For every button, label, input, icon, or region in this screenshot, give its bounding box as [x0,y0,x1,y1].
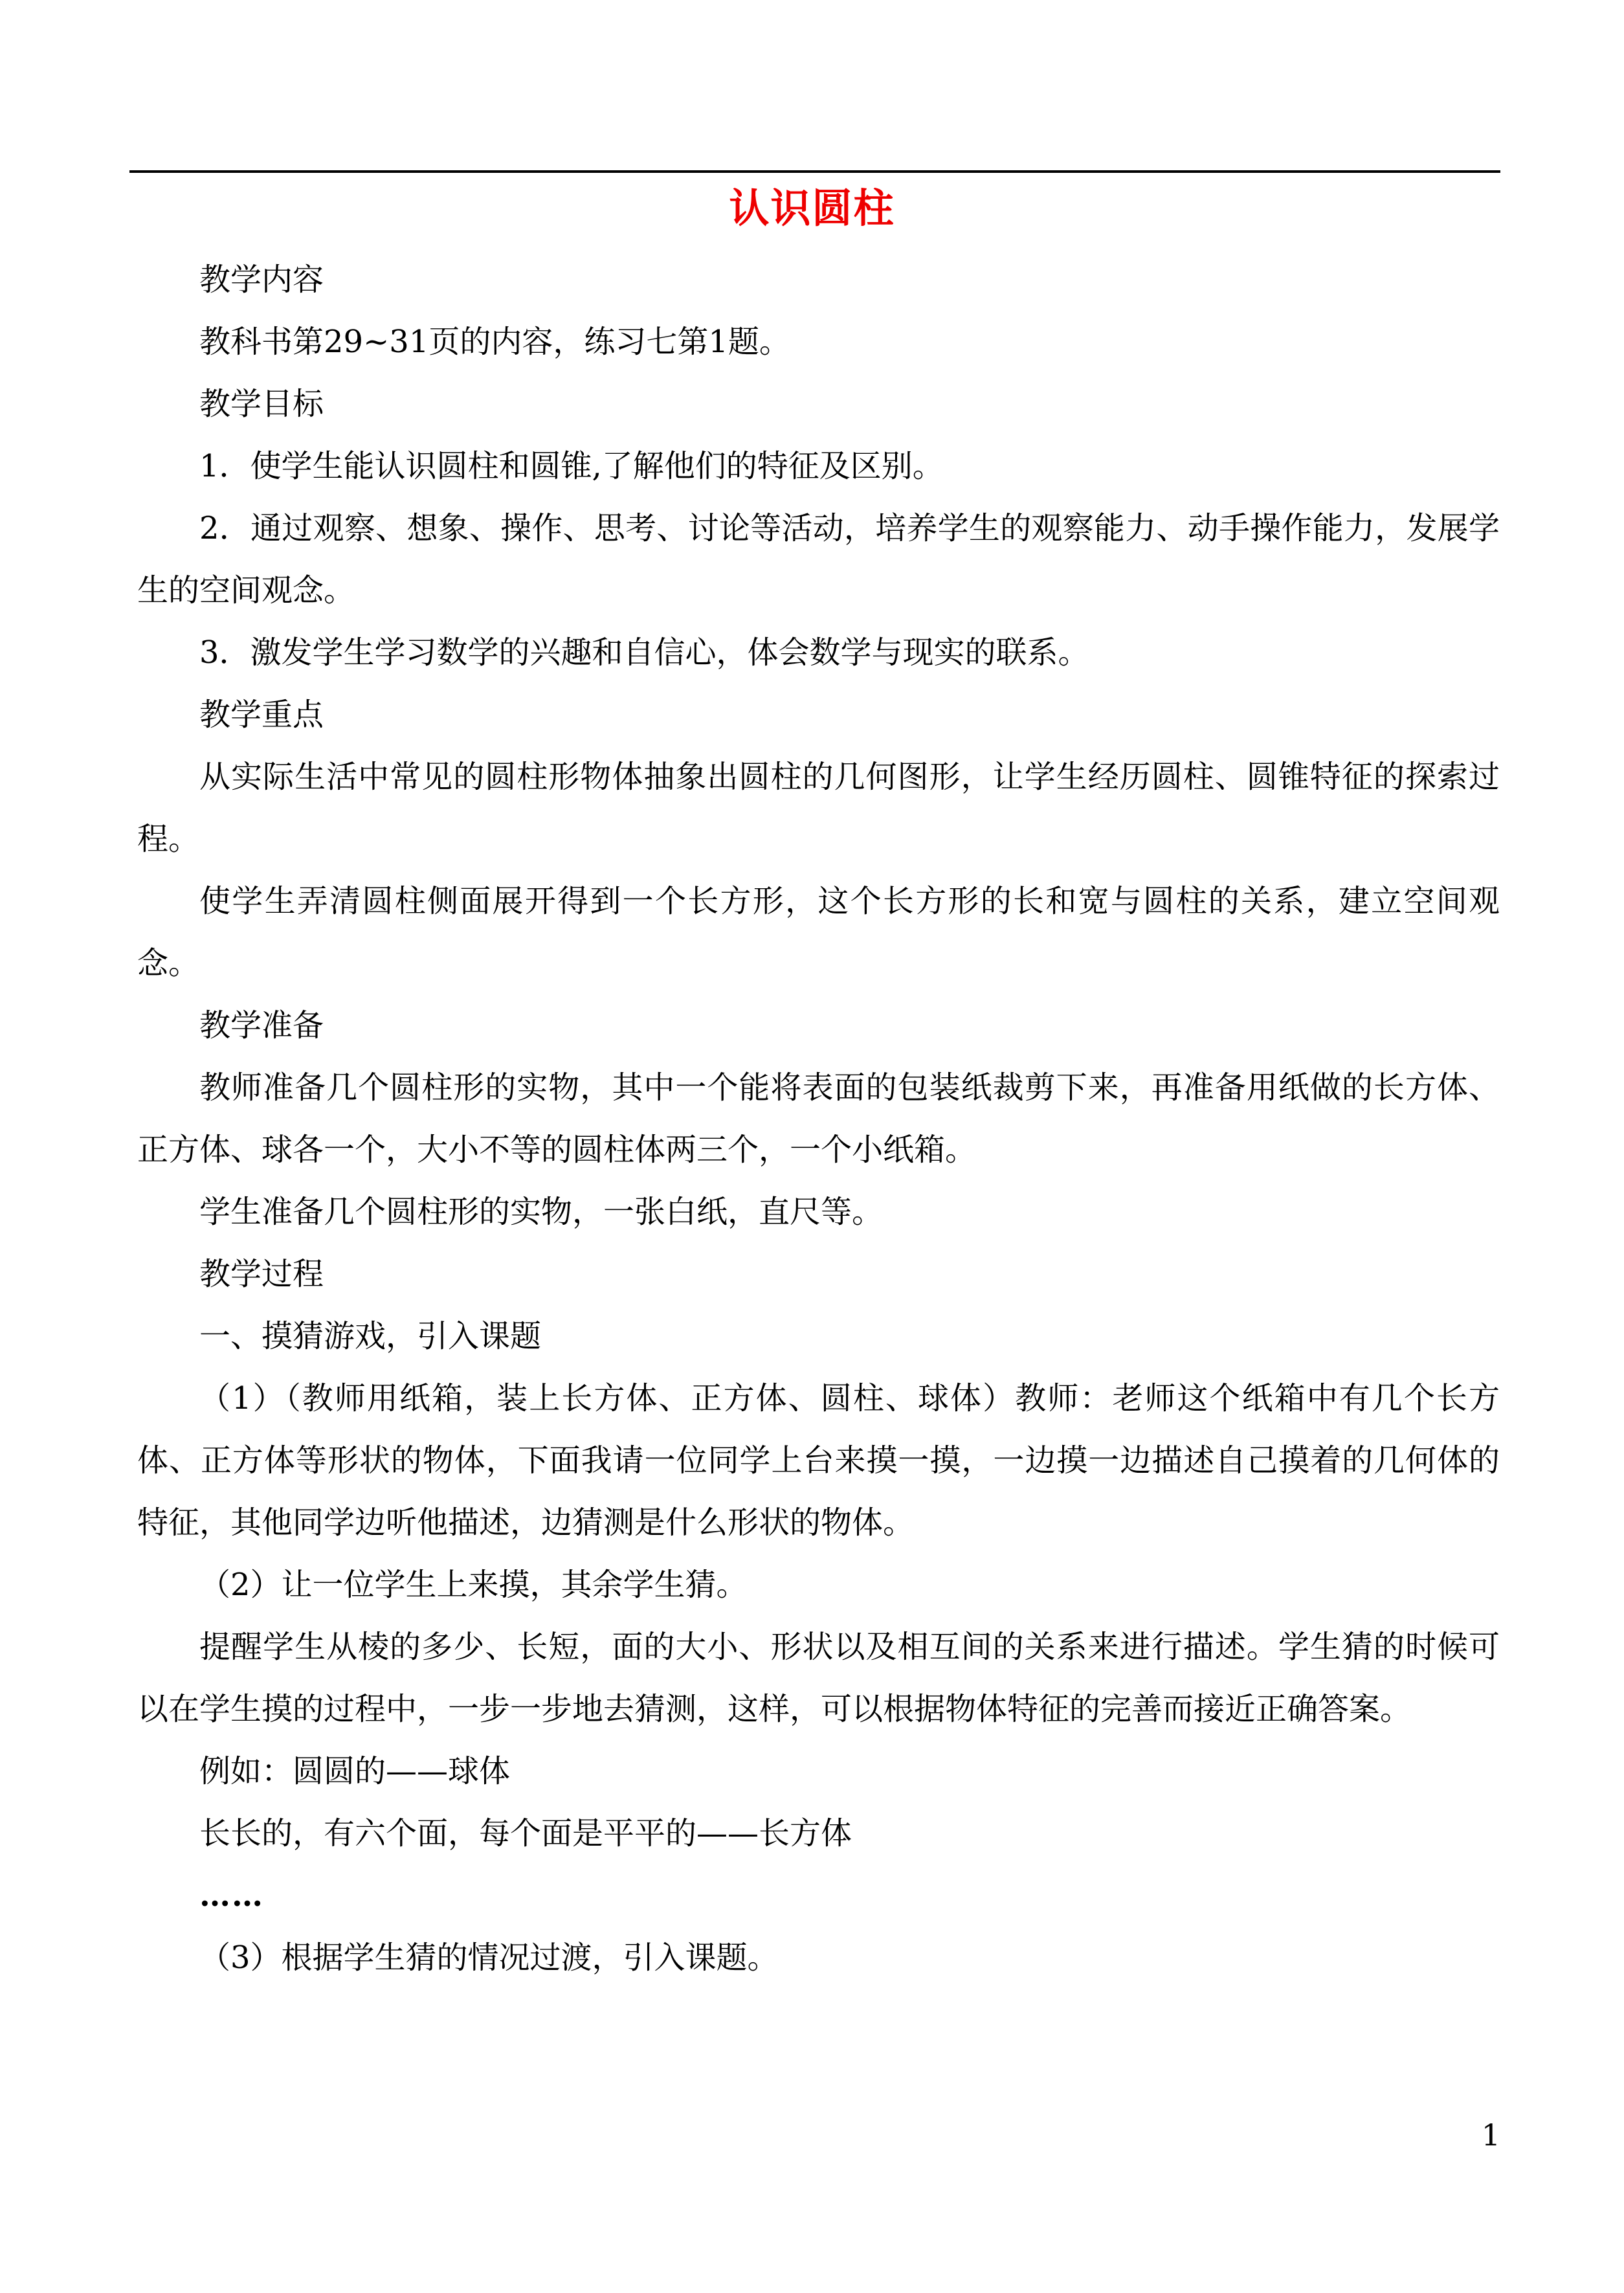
process-step-heading-1: 一、摸猜游戏，引入课题 [199,1318,542,1354]
header-rule [129,170,1500,173]
paragraph-content-pages: 教科书第29~31页的内容，练习七第1题。 [199,324,790,360]
section-heading-objectives: 教学目标 [199,386,324,422]
document-title: 认识圆柱 [729,185,895,232]
document-body [137,249,1500,1989]
key-point-paragraph-1: 从实际生活中常见的圆柱形物体抽象出圆柱的几何图形，让学生经历圆柱、圆锥特征的探索过程。 [137,759,1500,857]
preparation-teacher: 教师准备几个圆柱形的实物，其中一个能将表面的包装纸裁剪下来，再准备用纸做的长方体、正方体、球各一个，大小不等的圆柱体两三个，一个小纸箱。 [137,1069,1500,1168]
process-paragraph-2: （2）让一位学生上来摸，其余学生猜。 [199,1567,748,1603]
process-paragraph-4: （3）根据学生猜的情况过渡，引入课题。 [199,1940,779,1976]
example-line-1: 例如：圆圆的——球体 [199,1753,511,1789]
section-heading-process: 教学过程 [199,1256,324,1292]
objective-item-1: 1．使学生能认识圆柱和圆锥,了解他们的特征及区别。 [199,448,944,484]
key-point-paragraph-2: 使学生弄清圆柱侧面展开得到一个长方形，这个长方形的长和宽与圆柱的关系，建立空间观念。 [137,883,1500,981]
section-heading-preparation: 教学准备 [199,1007,324,1044]
process-paragraph-3: 提醒学生从棱的多少、长短，面的大小、形状以及相互间的关系来进行描述。学生猜的时候可以在学生摸的过程中，一步一步地去猜测，这样，可以根据物体特征的完善而接近正确答案。 [137,1629,1500,1727]
preparation-student: 学生准备几个圆柱形的实物，一张白纸，直尺等。 [199,1194,884,1230]
objective-item-2: 2．通过观察、想象、操作、思考、讨论等活动，培养学生的观察能力、动手操作能力，发展学生的空间观念。 [137,510,1500,609]
section-heading-key-points: 教学重点 [199,697,324,733]
example-ellipsis: …… [199,1877,264,1914]
section-heading-content: 教学内容 [199,262,324,298]
example-line-2: 长长的，有六个面，每个面是平平的——长方体 [199,1815,852,1851]
process-paragraph-1: （1）（教师用纸箱，装上长方体、正方体、圆柱、球体）教师：老师这个纸箱中有几个长方体、正方体等形状的物体，下面我请一位同学上台来摸一摸，一边摸一边描述自己摸着的几何体的特征，其他同学边听他描述，边猜测是什么形状的物体。 [137,1380,1500,1541]
page-number: 1 [1481,2118,1500,2153]
objective-item-3: 3．激发学生学习数学的兴趣和自信心，体会数学与现实的联系。 [199,634,1089,671]
